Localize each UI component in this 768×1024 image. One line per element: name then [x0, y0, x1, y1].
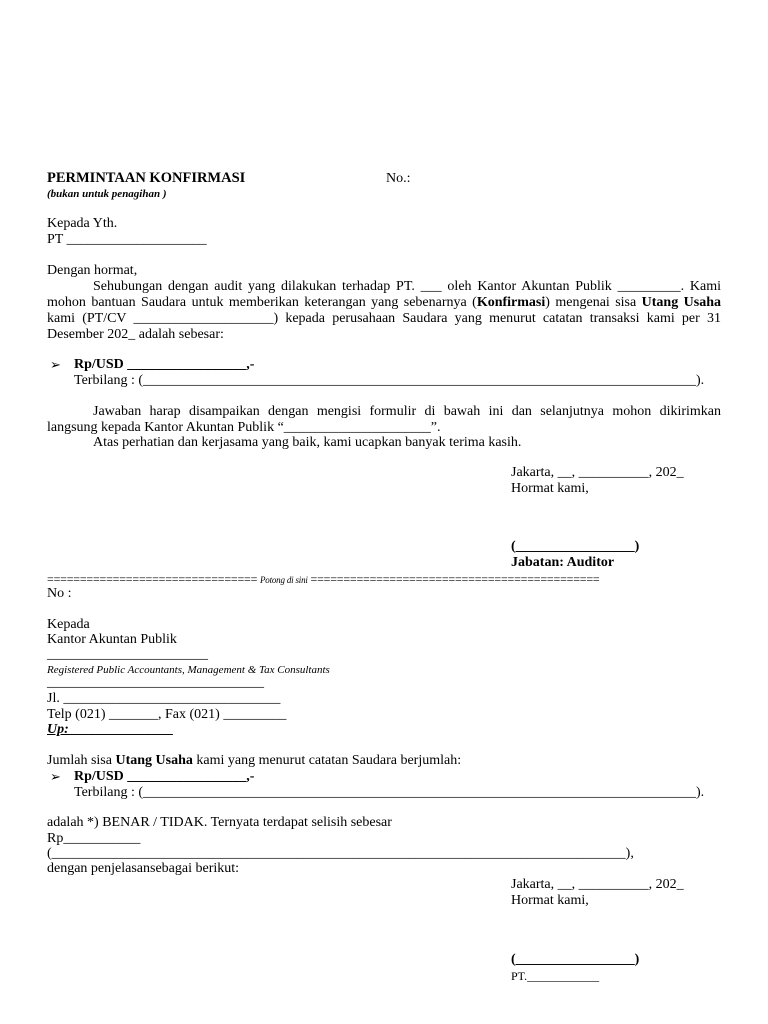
registered-accountants: Registered Public Accountants, Management & Tax Consultants — [47, 664, 330, 676]
reply-number: No : — [47, 586, 72, 601]
benar-tidak-line — [47, 815, 392, 831]
reply-arrow-bullet-icon: ➢ — [50, 769, 61, 784]
reply-address: Jl. _______________________________ — [47, 691, 281, 706]
letter-number-label: No.: — [386, 171, 411, 186]
reply-pt-line: PT.____________ — [511, 969, 600, 983]
reply-kepada: Kepada — [47, 617, 90, 632]
jumlah-utang-usaha: Utang Usaha — [115, 753, 193, 768]
reply-signature-line: (_________________) — [511, 952, 640, 967]
signature-line: (_________________) — [511, 539, 640, 554]
paragraph-1-line-2-c: ) mengenai sisa — [545, 295, 642, 310]
benar-tidak: BENAR / TIDAK — [102, 815, 204, 830]
cut-line — [47, 571, 599, 588]
benar-c: . Ternyata terdapat selisih sebesar — [203, 815, 392, 830]
paragraph-2-line-1: Jawaban harap disampaikan dengan mengisi formulir di bawah ini dan selanjutnya mohon dikirimkan — [93, 404, 721, 419]
penjelasan-line: dengan penjelasansebagai berikut: — [47, 861, 240, 876]
paragraph-2-line-2: langsung kepada Kantor Akuntan Publik “_____________________”. — [47, 420, 441, 435]
recipient-pt-line: PT ____________________ — [47, 232, 207, 247]
letter-subtitle: (bukan untuk penagihan ) — [47, 188, 167, 200]
letter-title: PERMINTAAN KONFIRMASI — [47, 170, 246, 186]
paragraph-1-line-2-a: mohon bantuan Saudara untuk memberikan keterangan yang sebenarnya ( — [47, 295, 477, 310]
konfirmasi-emphasis: Konfirmasi — [476, 295, 546, 310]
paragraph-1-line-3: kami (PT/CV ____________________) kepada perusahaan Saudara yang menurut catatan transaksi kami per 31 — [47, 311, 721, 326]
jumlah-a: Jumlah sisa — [47, 753, 116, 768]
greeting: Dengan hormat, — [47, 263, 138, 278]
paren-line: (__________________________________________________________________________________), — [47, 846, 634, 861]
paragraph-1-line-1: Sehubungan dengan audit yang dilakukan terhadap PT. ___ oleh Kantor Akuntan Publik _________. Kami — [93, 279, 721, 294]
utang-usaha-emphasis: Utang Usaha — [641, 295, 721, 310]
up-label: Up: — [47, 722, 69, 737]
amount-label: Rp/USD _________________,- — [74, 357, 255, 372]
closing: Hormat kami, — [511, 481, 589, 496]
place-date: Jakarta, __, __________, 202_ — [511, 465, 684, 480]
registered-blank: _______________________________ — [47, 675, 264, 690]
reply-terbilang: Terbilang : (_______________________________________________________________________________). — [74, 785, 705, 800]
paragraph-1-line-4: Desember 202_ adalah sebesar: — [47, 327, 224, 342]
cut-line-left: ================================ — [47, 572, 258, 586]
rp-line: Rp___________ — [47, 831, 141, 846]
paragraph-3: Atas perhatian dan kerjasama yang baik, kami ucapkan banyak terima kasih. — [93, 435, 522, 450]
terbilang-line: Terbilang : (_______________________________________________________________________________). — [74, 373, 705, 388]
paragraph-1-line-2 — [47, 295, 721, 311]
reply-up — [47, 722, 174, 738]
reply-kap: Kantor Akuntan Publik — [47, 632, 177, 647]
position-title: Jabatan: Auditor — [511, 555, 615, 570]
reply-closing: Hormat kami, — [511, 893, 589, 908]
reply-kap-blank: _______________________ — [47, 647, 208, 662]
recipient-kepada: Kepada Yth. — [47, 216, 118, 231]
cut-line-label: Potong di sini — [259, 575, 308, 585]
arrow-bullet-icon: ➢ — [50, 357, 61, 372]
cut-line-right: ============================================ — [310, 572, 600, 586]
up-blank: _______________ — [68, 722, 174, 737]
reply-place-date: Jakarta, __, __________, 202_ — [511, 877, 684, 892]
reply-amount-label: Rp/USD _________________,- — [74, 769, 255, 784]
reply-telp-fax: Telp (021) _______, Fax (021) _________ — [47, 707, 287, 722]
jumlah-c: kami yang menurut catatan Saudara berjumlah: — [192, 753, 462, 768]
benar-a: adalah *) — [47, 815, 103, 830]
jumlah-sisa — [47, 753, 461, 769]
